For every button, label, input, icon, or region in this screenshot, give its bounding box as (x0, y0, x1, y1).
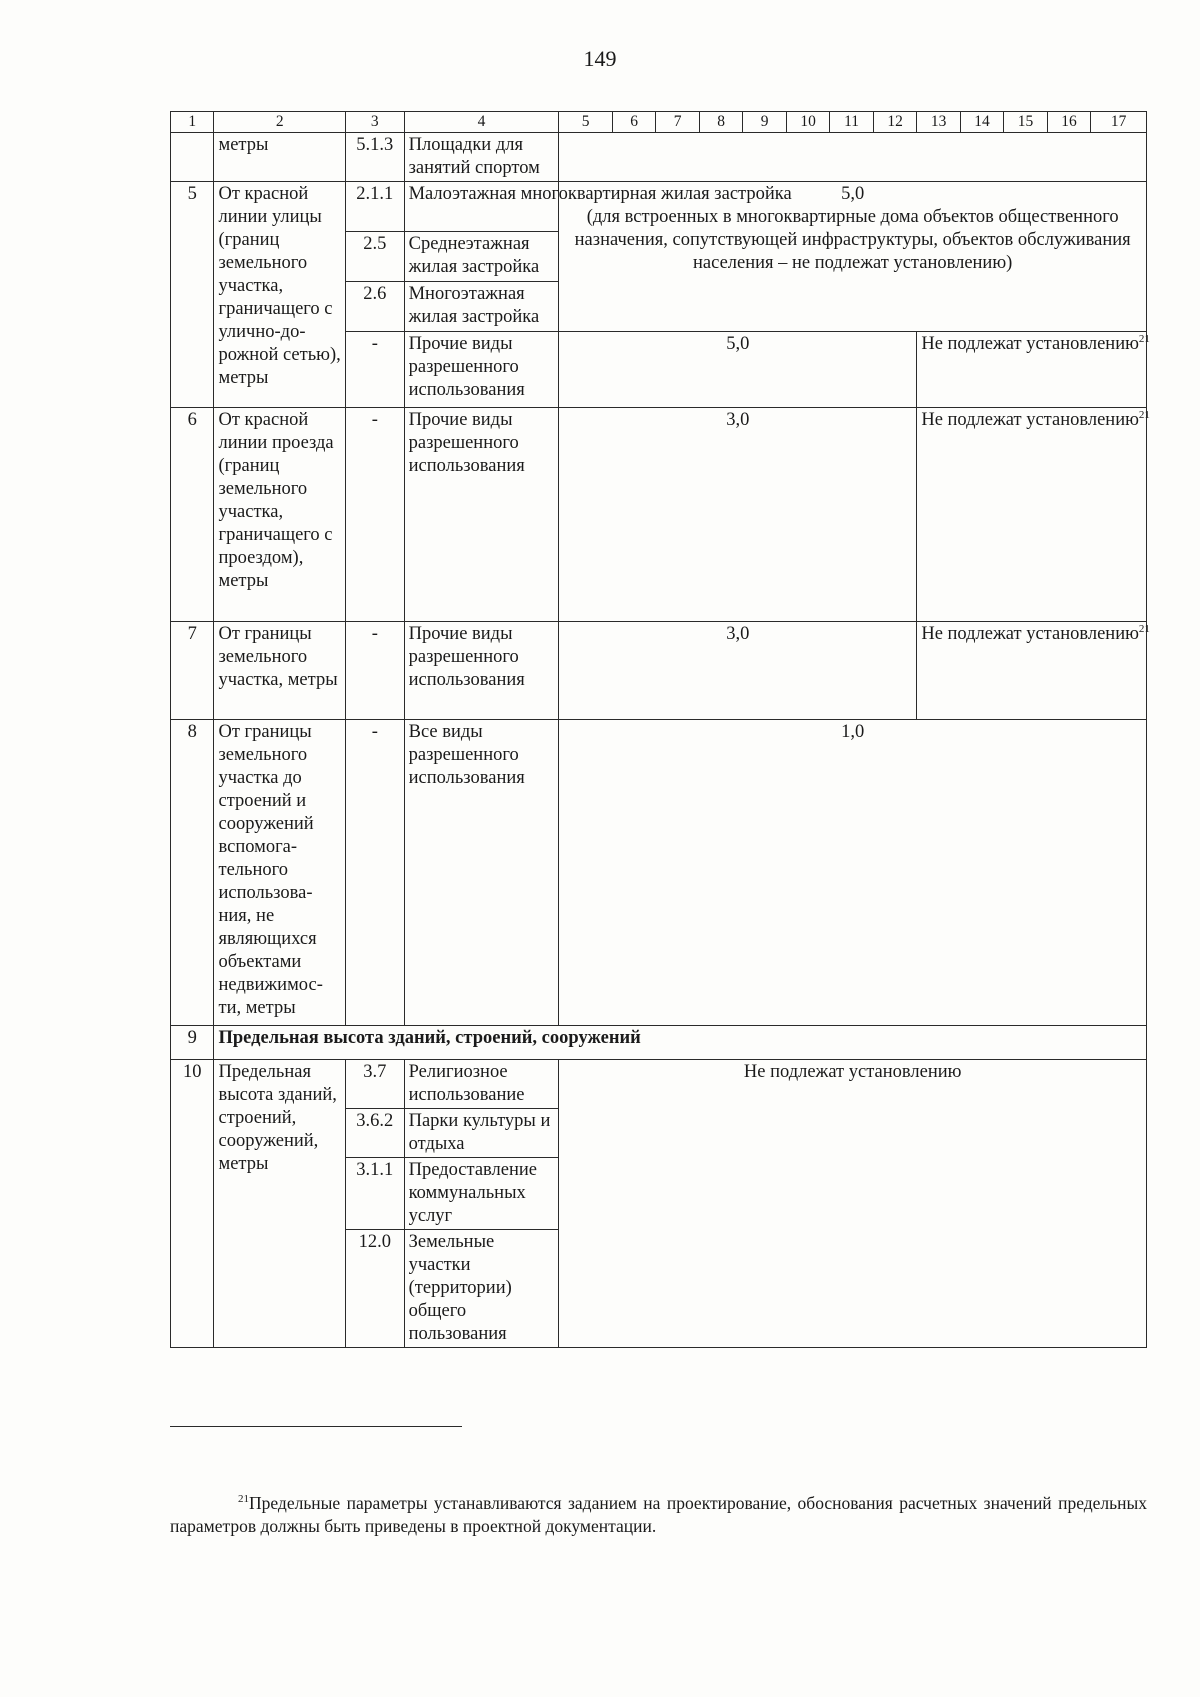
header-cell: 4 (404, 112, 559, 133)
na-text: Не подлежат установлению (921, 624, 1139, 644)
header-cell: 9 (743, 112, 786, 133)
use-code: 2.5 (345, 232, 404, 282)
value-cell: 1,0 (559, 720, 1147, 1026)
na-cell (917, 622, 1150, 720)
table-row (171, 1060, 1147, 1109)
table-row (171, 133, 1147, 182)
header-cell: 13 (917, 112, 960, 133)
param-name: метры (214, 133, 345, 182)
value-cell: 5,0 (559, 332, 917, 408)
table-row (171, 182, 1147, 232)
use-name: Земельные участки (территории) общего пользования (404, 1230, 559, 1348)
use-code: - (345, 332, 404, 408)
header-cell: 8 (699, 112, 742, 133)
table-row (171, 720, 1147, 1026)
use-name: Парки культуры и отдыха (404, 1109, 559, 1158)
header-cell: 2 (214, 112, 345, 133)
header-cell: 12 (873, 112, 916, 133)
header-cell: 11 (830, 112, 873, 133)
footnote-number: 21 (238, 1493, 249, 1506)
value-cell (559, 133, 1147, 182)
footnote (170, 1492, 1147, 1538)
use-code: - (345, 720, 404, 1026)
row-number: 7 (171, 622, 214, 720)
use-name: Все виды разрешенного использования (404, 720, 559, 1026)
use-code: 3.1.1 (345, 1158, 404, 1230)
page-number: 149 (583, 46, 617, 71)
use-name: Малоэтажная многоквартирная жилая застройка (404, 182, 559, 232)
header-cell: 3 (345, 112, 404, 133)
footnote-ref: 21 (1138, 332, 1150, 345)
table-row (171, 408, 1147, 622)
header-cell: 14 (960, 112, 1003, 133)
use-code: 5.1.3 (345, 133, 404, 182)
header-cell: 10 (786, 112, 829, 133)
use-name: Площадки для занятий спортом (404, 133, 559, 182)
value-cell: 3,0 (559, 622, 917, 720)
header-cell: 1 (171, 112, 214, 133)
row-number (171, 133, 214, 182)
row-number: 8 (171, 720, 214, 1026)
param-name: Предельная высота зданий, строений, сооружений, метры (214, 1060, 345, 1348)
parameters-table (170, 111, 1150, 1348)
use-code: 12.0 (345, 1230, 404, 1348)
header-cell: 17 (1091, 112, 1147, 133)
use-code: 3.6.2 (345, 1109, 404, 1158)
use-code: 2.6 (345, 282, 404, 332)
value-cell: 3,0 (559, 408, 917, 622)
merged-value: 5,0 (841, 184, 865, 204)
value-cell: Не подлежат установлению (559, 1060, 1147, 1348)
na-cell (917, 408, 1150, 622)
use-name: Прочие виды разрешенного использования (404, 408, 559, 622)
header-cell: 5 (559, 112, 613, 133)
param-name: От красной линии проезда (границ земельного участка, граничащего с проездом), метры (214, 408, 345, 622)
use-name: Прочие виды разрешенного использования (404, 622, 559, 720)
table-row (171, 1026, 1147, 1060)
footnote-separator (170, 1426, 462, 1427)
merged-note: (для встроенных в многоквартирные дома объектов общественного назначения, сопутствующей инфраструктуры, объектов обслуживания населения – не подлежат установлению) (574, 207, 1131, 273)
na-cell (917, 332, 1150, 408)
param-name: От границы земельного участка, метры (214, 622, 345, 720)
use-code: - (345, 622, 404, 720)
header-cell: 6 (612, 112, 655, 133)
section-title: Предельная высота зданий, строений, сооружений (214, 1026, 1147, 1060)
na-text: Не подлежат установлению (921, 410, 1139, 430)
use-code: 3.7 (345, 1060, 404, 1109)
header-row (171, 112, 1147, 133)
header-cell: 16 (1047, 112, 1090, 133)
header-cell: 15 (1004, 112, 1047, 133)
param-name: От границы земельного участка до строений и сооружений вспомога-тельного использова-ния, не являющихся объектами недвижимос-ти, метры (214, 720, 345, 1026)
row-number: 10 (171, 1060, 214, 1348)
use-name: Многоэтажная жилая застройка (404, 282, 559, 332)
merged-value-cell (559, 182, 1147, 332)
use-name: Среднеэтажная жилая застройка (404, 232, 559, 282)
use-name: Предоставление коммунальных услуг (404, 1158, 559, 1230)
use-name: Прочие виды разрешенного использования (404, 332, 559, 408)
row-number: 6 (171, 408, 214, 622)
table-row (171, 622, 1147, 720)
use-name: Религиозное использование (404, 1060, 559, 1109)
na-text: Не подлежат установлению (921, 334, 1139, 354)
param-name: От красной линии улицы (границ земельного участка, граничащего с улично-до-рожной сетью), метры (214, 182, 345, 408)
header-cell: 7 (656, 112, 699, 133)
row-number: 9 (171, 1026, 214, 1060)
use-code: - (345, 408, 404, 622)
footnote-ref: 21 (1138, 622, 1150, 635)
footnote-ref: 21 (1138, 408, 1150, 421)
footnote-text: Предельные параметры устанавливаются заданием на проектирование, обоснования расчетных значений предельных параметров должны быть приведены в проектной документации. (170, 1493, 1147, 1536)
row-number: 5 (171, 182, 214, 408)
use-code: 2.1.1 (345, 182, 404, 232)
